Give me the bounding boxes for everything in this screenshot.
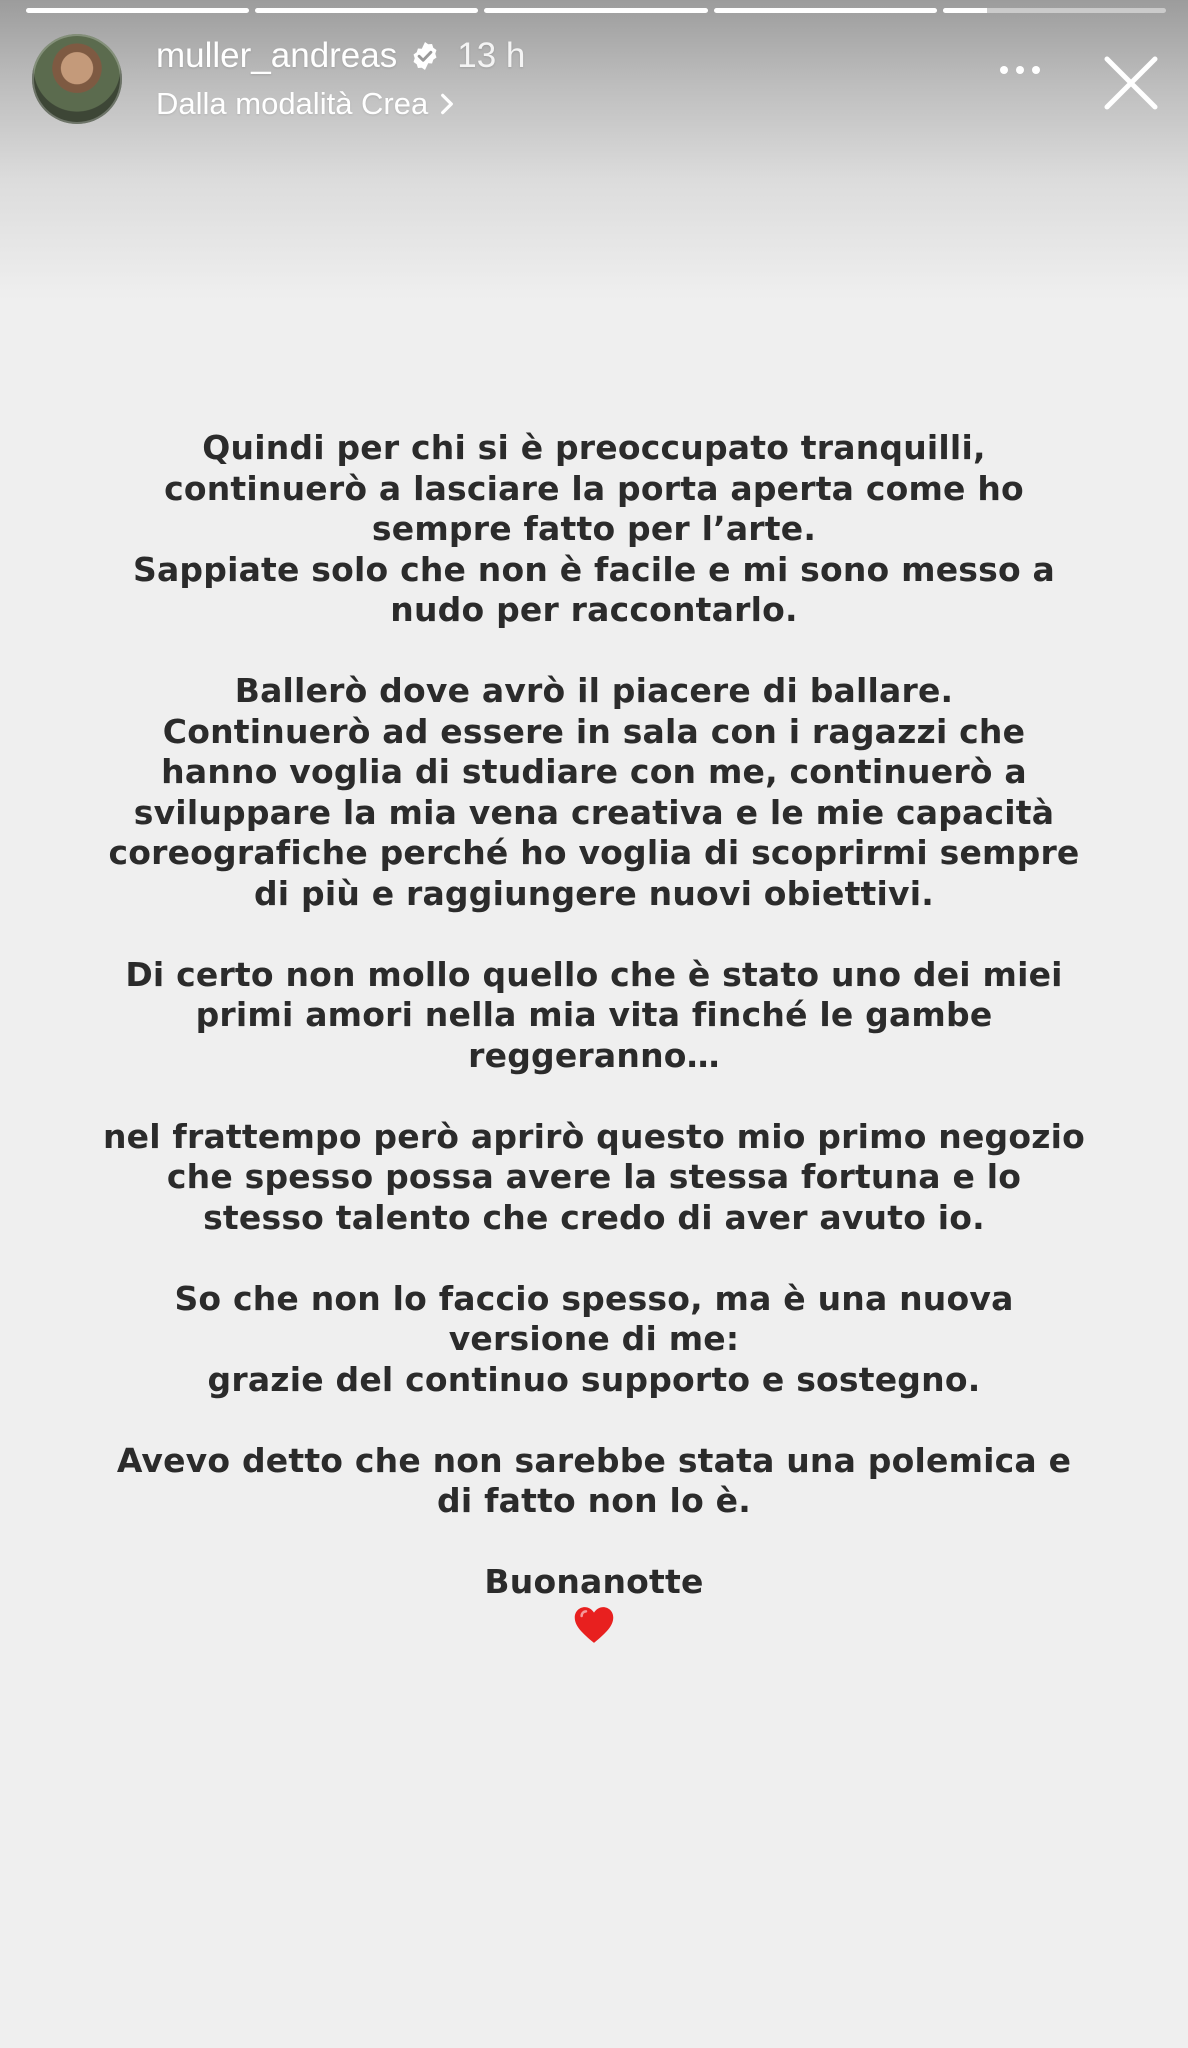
story-line: Ballerò dove avrò il piacere di ballare.	[234, 671, 954, 710]
avatar[interactable]	[32, 34, 122, 124]
story-line: di fatto non lo è.	[437, 1481, 751, 1520]
progress-segment	[255, 8, 478, 13]
story-line: grazie del continuo supporto e sostegno.	[207, 1359, 981, 1399]
story-paragraph	[60, 1117, 1128, 1239]
verified-badge-icon	[409, 40, 441, 72]
signoff: Buonanotte	[484, 1562, 704, 1601]
story-paragraph	[60, 1279, 1128, 1401]
story-line: versione di me:	[448, 1319, 740, 1358]
create-mode-label: Dalla modalità Crea	[156, 86, 429, 121]
story-line: stesso talento che credo di aver avuto io.	[203, 1197, 985, 1237]
story-line: Continuerò ad essere in sala con i ragazzi che	[162, 711, 1026, 751]
story-paragraph	[60, 671, 1128, 914]
progress-fill	[943, 8, 988, 13]
story-line: Avevo detto che non sarebbe stata una polemica e	[116, 1440, 1072, 1480]
story-line: sviluppare la mia vena creativa e le mie capacità	[133, 792, 1055, 832]
post-time: 13 h	[457, 36, 526, 75]
story-line: reggeranno…	[468, 1035, 720, 1075]
story-paragraph	[60, 428, 1128, 631]
progress-segment	[943, 8, 1166, 13]
story-line: nel frattempo però aprirò questo mio primo negozio	[102, 1116, 1086, 1156]
create-mode-link[interactable]	[156, 86, 456, 122]
progress-segment	[714, 8, 937, 13]
story-line: Quindi per chi si è preoccupato tranquilli,	[202, 428, 986, 467]
progress-fill	[484, 8, 707, 13]
story-line: nudo per raccontarlo.	[390, 590, 798, 629]
close-icon[interactable]	[1102, 54, 1160, 112]
progress-segment	[484, 8, 707, 13]
story-progress-bar	[26, 8, 1166, 13]
username[interactable]: muller_andreas	[156, 36, 398, 75]
story-line: coreografiche perché ho voglia di scoprirmi sempre	[108, 833, 1080, 872]
story-line: di più e raggiungere nuovi obiettivi.	[253, 873, 935, 913]
story-paragraph	[60, 955, 1128, 1077]
progress-fill	[26, 8, 249, 13]
progress-fill	[714, 8, 937, 13]
story-header	[0, 30, 1188, 140]
story-line: primi amori nella mia vita finché le gambe	[195, 995, 993, 1034]
story-line: continuerò a lasciare la porta aperta come ho	[164, 468, 1024, 508]
story-line: Sappiate solo che non è facile e mi sono messo a	[132, 549, 1055, 589]
story-line: che spesso possa avere la stessa fortuna e lo	[166, 1157, 1022, 1196]
chevron-right-icon	[438, 91, 456, 117]
progress-fill	[255, 8, 478, 13]
story-line: sempre fatto per l’arte.	[371, 509, 817, 548]
story-line: Di certo non mollo quello che è stato uno dei miei	[125, 954, 1063, 994]
heart-icon	[572, 1603, 616, 1647]
story-paragraph	[60, 1441, 1128, 1522]
more-icon[interactable]	[996, 60, 1044, 80]
story-line: So che non lo faccio spesso, ma è una nuova	[174, 1278, 1014, 1318]
story-line: hanno voglia di studiare con me, continuerò a	[161, 752, 1027, 791]
progress-segment	[26, 8, 249, 13]
story-text	[60, 428, 1128, 1647]
username-row	[156, 36, 525, 76]
